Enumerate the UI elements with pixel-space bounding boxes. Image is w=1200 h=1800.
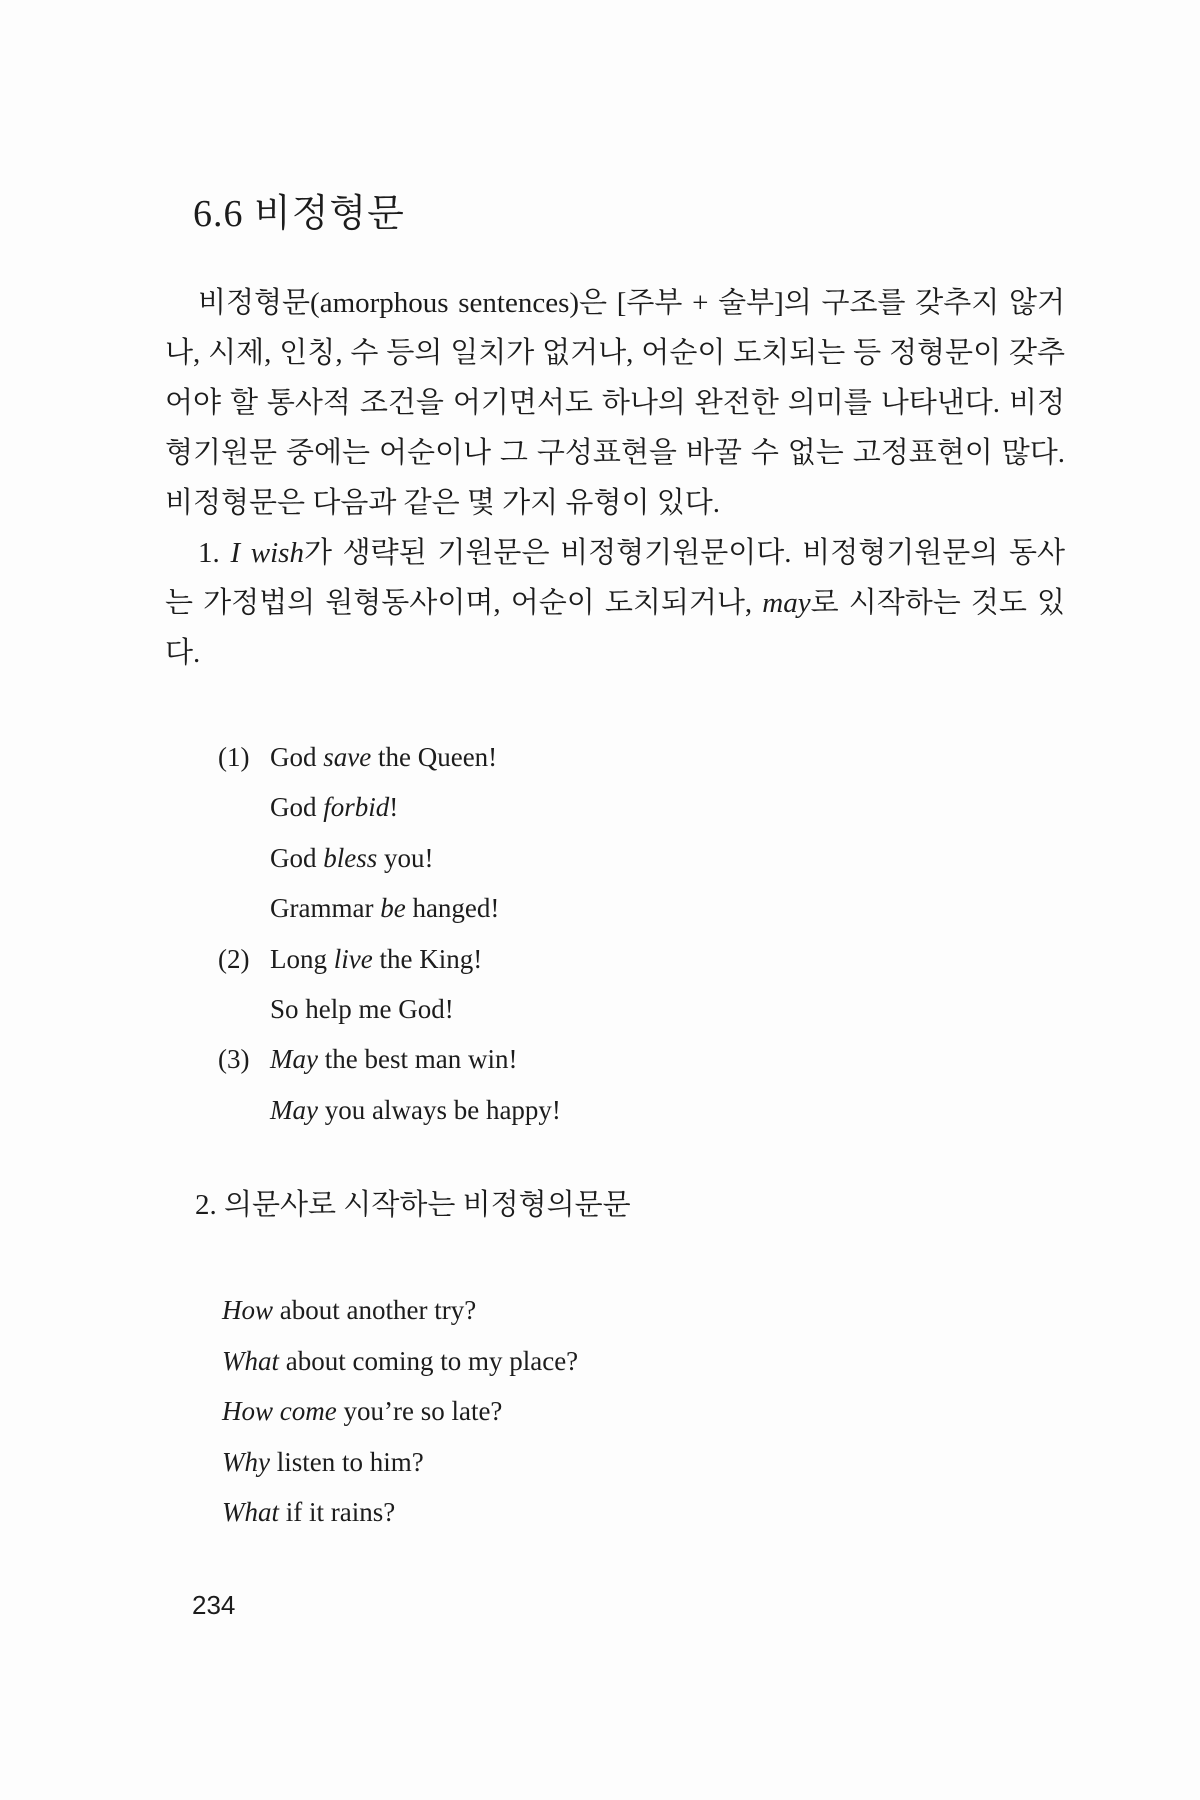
section-heading: 6.6 비정형문	[193, 193, 405, 235]
point-1-term-may: may	[762, 587, 811, 619]
point-1-number: 1.	[198, 537, 220, 569]
example-line: God bless you!	[270, 842, 434, 873]
question-line: How about another try?	[222, 1295, 477, 1325]
body-text	[165, 278, 1065, 678]
point-1-text-b: 로 시작하는 것도 있다.	[165, 587, 1065, 669]
example-line: Grammar be hanged!	[270, 893, 500, 924]
example-line: So help me God!	[270, 994, 454, 1025]
example-number: (2)	[218, 943, 250, 974]
point-1-paragraph	[165, 528, 1065, 678]
example-line: God forbid!	[270, 792, 399, 823]
intro-paragraph: 비정형문(amorphous sentences)은 [주부 + 술부]의 구조를 갖추지 않거나, 시제, 인칭, 수 등의 일치가 없거나, 어순이 도치되는 등 정형문이 갖추어야 할 통사적 조건을 어기면서도 하나의 완전한 의미를 나타낸다. 비정형기원문 중에는 어순이나 그 구성표현을 바꿀 수 없는 고정표현이 많다. 비정형문은 다음과 같은 몇 가지 유형이 있다.	[165, 287, 1065, 519]
example-group	[218, 934, 561, 1035]
question-line: Why listen to him?	[222, 1446, 424, 1477]
example-group	[218, 1034, 561, 1135]
question-line: What if it rains?	[222, 1497, 396, 1527]
point-2-heading: 2. 의문사로 시작하는 비정형의문문	[195, 1189, 631, 1221]
example-line: Long live the King!	[270, 943, 483, 974]
example-line: God save the Queen!	[270, 742, 498, 772]
example-line: May the best man win!	[270, 1044, 518, 1075]
question-list	[222, 1285, 578, 1538]
question-line: What about coming to my place?	[222, 1345, 579, 1376]
example-list	[218, 732, 561, 1135]
example-line: May you always be happy!	[270, 1094, 561, 1125]
page-number: 234	[192, 1590, 236, 1620]
question-line: How come you’re so late?	[222, 1396, 503, 1426]
point-1-text-a: 가 생략된 기원문은 비정형기원문이다. 비정형기원문의 동사는 가정법의 원형동사이며, 어순이 도치되거나,	[165, 537, 1065, 619]
example-number: (3)	[218, 1044, 250, 1075]
example-group	[218, 732, 561, 934]
point-1-term-i-wish: I wish	[230, 537, 304, 569]
example-number: (1)	[218, 742, 250, 772]
